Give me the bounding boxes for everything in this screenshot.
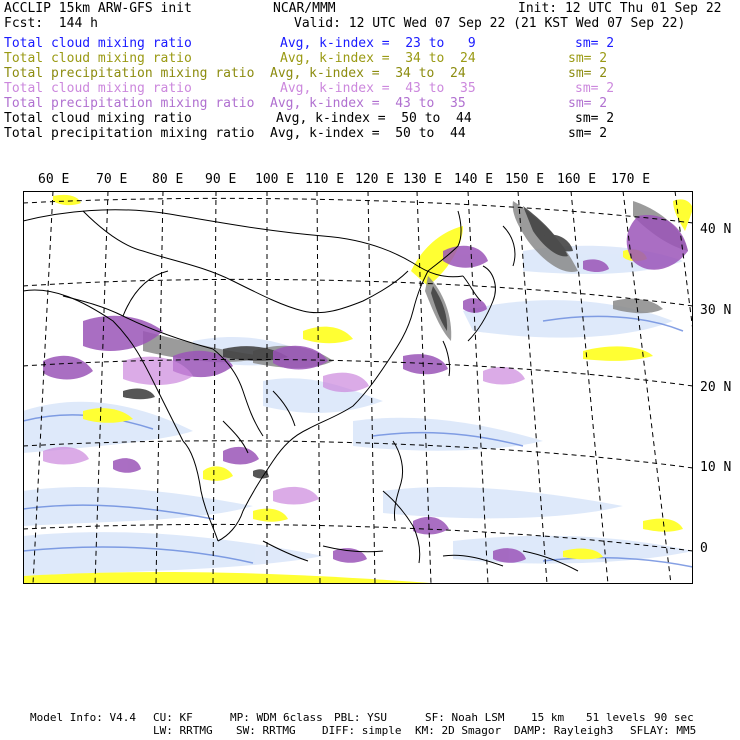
- legend-row-field: Total cloud mixing ratio: [4, 111, 192, 126]
- lon-label: 160 E: [557, 172, 597, 187]
- footer-item: MP: WDM 6class: [230, 711, 323, 724]
- legend-row-sm: sm= 2: [575, 36, 615, 51]
- legend-row-field: Total precipitation mixing ratio: [4, 126, 255, 141]
- lon-label: 140 E: [454, 172, 494, 187]
- legend-row-avg: Avg, k-index = 34 to 24: [280, 51, 476, 66]
- lat-label: 30 N: [700, 303, 732, 318]
- lat-label: 40 N: [700, 222, 732, 237]
- footer-item: SFLAY: MM5: [630, 724, 697, 737]
- legend-row-avg: Avg, k-index = 50 to 44: [270, 126, 466, 141]
- footer-item: SW: RRTMG: [236, 724, 296, 737]
- lon-label: 130 E: [403, 172, 443, 187]
- legend-row-field: Total cloud mixing ratio: [4, 51, 192, 66]
- legend-row-sm: sm= 2: [575, 111, 615, 126]
- footer-item: SF: Noah LSM: [425, 711, 505, 724]
- legend-row-avg: Avg, k-index = 43 to 35: [280, 81, 476, 96]
- legend-row-field: Total cloud mixing ratio: [4, 36, 192, 51]
- legend-row-field: Total cloud mixing ratio: [4, 81, 192, 96]
- lat-label: 0: [700, 541, 708, 556]
- legend-row-sm: sm= 2: [568, 51, 608, 66]
- forecast-map: [23, 191, 693, 584]
- footer-item: KM: 2D Smagor: [415, 724, 502, 737]
- forecast-hour: Fcst: 144 h: [4, 16, 98, 31]
- legend-row-avg: Avg, k-index = 50 to 44: [276, 111, 472, 126]
- footer-item: LW: RRTMG: [153, 724, 213, 737]
- lat-label: 20 N: [700, 380, 732, 395]
- lon-label: 150 E: [505, 172, 545, 187]
- lon-label: 110 E: [305, 172, 345, 187]
- init-time: Init: 12 UTC Thu 01 Sep 22: [518, 1, 722, 16]
- legend-row-sm: sm= 2: [568, 66, 608, 81]
- footer-item: 51 levels: [586, 711, 646, 724]
- model-title: ACCLIP 15km ARW-GFS init: [4, 1, 192, 16]
- org-label: NCAR/MMM: [273, 1, 336, 16]
- footer-item: PBL: YSU: [334, 711, 387, 724]
- footer-item: 90 sec: [654, 711, 694, 724]
- lon-label: 70 E: [96, 172, 128, 187]
- lat-label: 10 N: [700, 460, 732, 475]
- footer-item: Model Info: V4.4: [30, 711, 136, 724]
- legend-row-avg: Avg, k-index = 23 to 9: [280, 36, 476, 51]
- lon-label: 80 E: [152, 172, 184, 187]
- footer-item: DAMP: Rayleigh3: [514, 724, 614, 737]
- lon-label: 60 E: [38, 172, 70, 187]
- footer-item: 15 km: [531, 711, 565, 724]
- lon-label: 170 E: [611, 172, 651, 187]
- legend-row-field: Total precipitation mixing ratio: [4, 96, 255, 111]
- footer-item: DIFF: simple: [322, 724, 402, 737]
- legend-row-avg: Avg, k-index = 43 to 35: [270, 96, 466, 111]
- legend-row-sm: sm= 2: [568, 96, 608, 111]
- lon-label: 100 E: [255, 172, 295, 187]
- footer-item: CU: KF: [153, 711, 193, 724]
- valid-time: Valid: 12 UTC Wed 07 Sep 22 (21 KST Wed 07 Sep 22): [294, 16, 686, 31]
- lon-label: 120 E: [355, 172, 395, 187]
- legend-row-sm: sm= 2: [575, 81, 615, 96]
- legend-row-avg: Avg, k-index = 34 to 24: [270, 66, 466, 81]
- legend-row-sm: sm= 2: [568, 126, 608, 141]
- lon-label: 90 E: [205, 172, 237, 187]
- legend-row-field: Total precipitation mixing ratio: [4, 66, 255, 81]
